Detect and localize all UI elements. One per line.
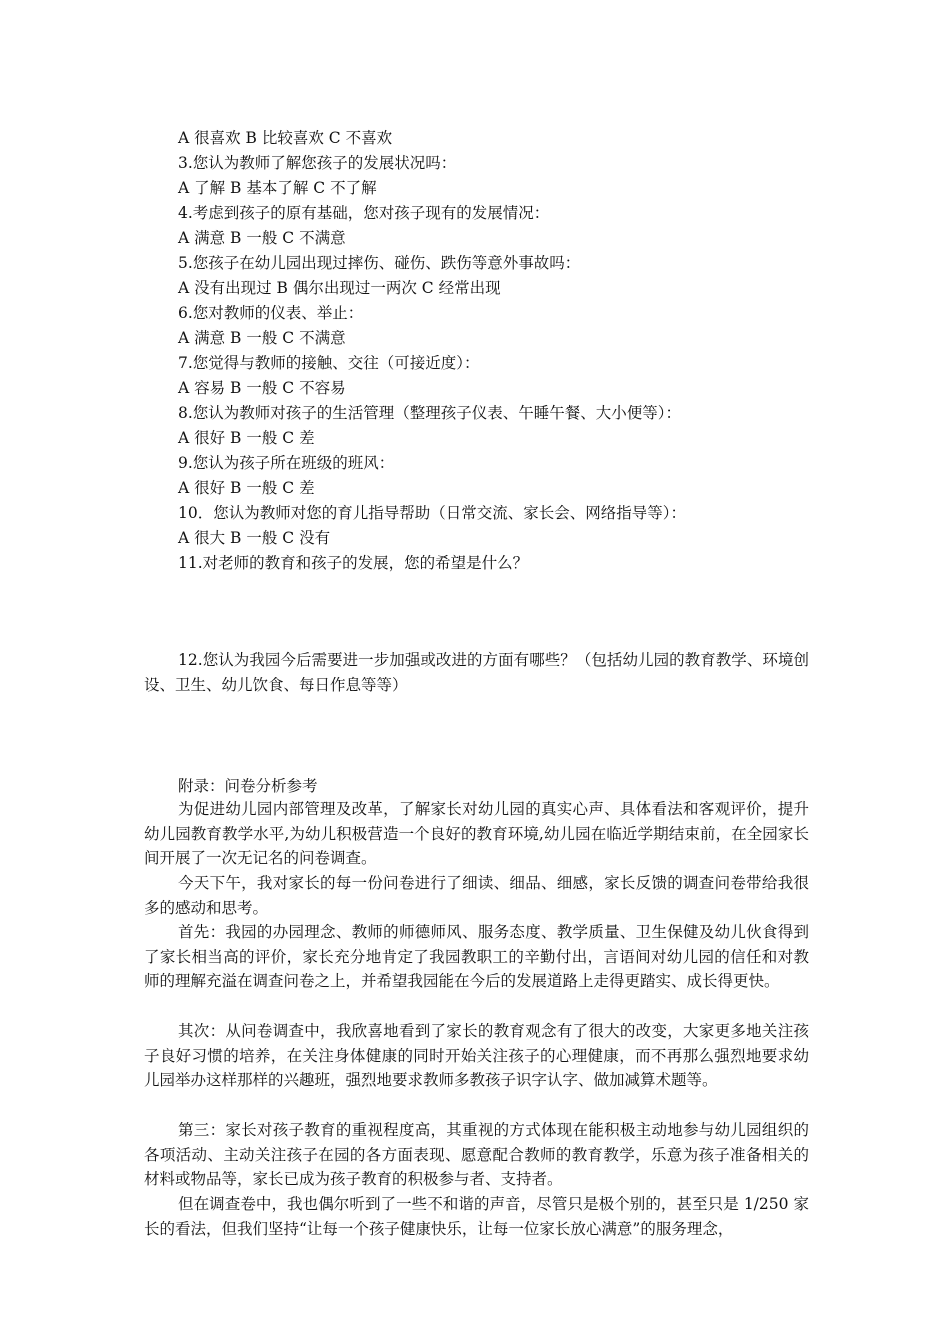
survey-line: A 很好 B 一般 C 差 bbox=[178, 479, 315, 497]
survey-line: A 很好 B 一般 C 差 bbox=[178, 429, 315, 447]
survey-question: 7.您觉得与教师的接触、交往（可接近度）： bbox=[178, 354, 480, 372]
survey-line: A 没有出现过 B 偶尔出现过一两次 C 经常出现 bbox=[178, 279, 501, 297]
survey-question: 9.您认为孩子所在班级的班风： bbox=[178, 454, 395, 472]
survey-line: A 很喜欢 B 比较喜欢 C 不喜欢 bbox=[178, 129, 393, 147]
survey-question: 10．您认为教师对您的育儿指导帮助（日常交流、家长会、网络指导等）： bbox=[178, 504, 686, 522]
survey-question: 4.考虑到孩子的原有基础，您对孩子现有的发展情况： bbox=[178, 204, 550, 222]
survey-line: A 容易 B 一般 C 不容易 bbox=[178, 379, 346, 397]
survey-line: A 满意 B 一般 C 不满意 bbox=[178, 229, 346, 247]
appendix-paragraph: 今天下午，我对家长的每一份问卷进行了细读、细品、细感，家长反馈的调查问卷带给我很多的感动和思考。 bbox=[144, 874, 809, 917]
survey-line: A 了解 B 基本了解 C 不了解 bbox=[178, 179, 377, 197]
appendix-paragraph: 为促进幼儿园内部管理及改革，了解家长对幼儿园的真实心声、具体看法和客观评价，提升幼儿园教育教学水平,为幼儿积极营造一个良好的教育环境,幼儿园在临近学期结束前，在全园家长间开展了一次无记名的问卷调查。 bbox=[144, 800, 809, 868]
appendix-paragraph: 但在调查卷中，我也偶尔听到了一些不和谐的声音，尽管只是极个别的，甚至只是 1/250 家长的看法，但我们坚持“让每一个孩子健康快乐，让每一位家长放心满意”的服务理念， bbox=[144, 1195, 809, 1238]
survey-question-12: 12.您认为我园今后需要进一步加强或改进的方面有哪些？（包括幼儿园的教育教学、环境创设、卫生、幼儿饮食、每日作息等等） bbox=[144, 651, 809, 694]
survey-question: 3.您认为教师了解您孩子的发展状况吗： bbox=[178, 154, 457, 172]
survey-question: 5.您孩子在幼儿园出现过摔伤、碰伤、跌伤等意外事故吗： bbox=[178, 254, 581, 272]
survey-line: A 满意 B 一般 C 不满意 bbox=[178, 329, 346, 347]
survey-question: 8.您认为教师对孩子的生活管理（整理孩子仪表、午睡午餐、大小便等）： bbox=[178, 404, 682, 422]
survey-line: A 很大 B 一般 C 没有 bbox=[178, 529, 331, 547]
appendix-paragraph: 其次：从问卷调查中，我欣喜地看到了家长的教育观念有了很大的改变，大家更多地关注孩子良好习惯的培养，在关注身体健康的同时开始关注孩子的心理健康，而不再那么强烈地要求幼儿园举办这样那样的兴趣班，强烈地要求教师多教孩子识字认字、做加减算术题等。 bbox=[144, 1022, 809, 1090]
appendix-paragraph: 首先：我园的办园理念、教师的师德师风、服务态度、教学质量、卫生保健及幼儿伙食得到了家长相当高的评价，家长充分地肯定了我园教职工的辛勤付出，言语间对幼儿园的信任和对教师的理解充溢在调查问卷之上，并希望我园能在今后的发展道路上走得更踏实、成长得更快。 bbox=[144, 923, 809, 991]
survey-question: 11.对老师的教育和孩子的发展，您的希望是什么？ bbox=[178, 554, 529, 572]
survey-question: 6.您对教师的仪表、举止： bbox=[178, 304, 364, 322]
appendix-title: 附录：问卷分析参考 bbox=[178, 777, 318, 795]
appendix-paragraph: 第三：家长对孩子教育的重视程度高，其重视的方式体现在能积极主动地参与幼儿园组织的各项活动、主动关注孩子在园的各方面表现、愿意配合教师的教育教学，乐意为孩子准备相关的材料或物品等，家长已成为孩子教育的积极参与者、支持者。 bbox=[144, 1121, 809, 1189]
